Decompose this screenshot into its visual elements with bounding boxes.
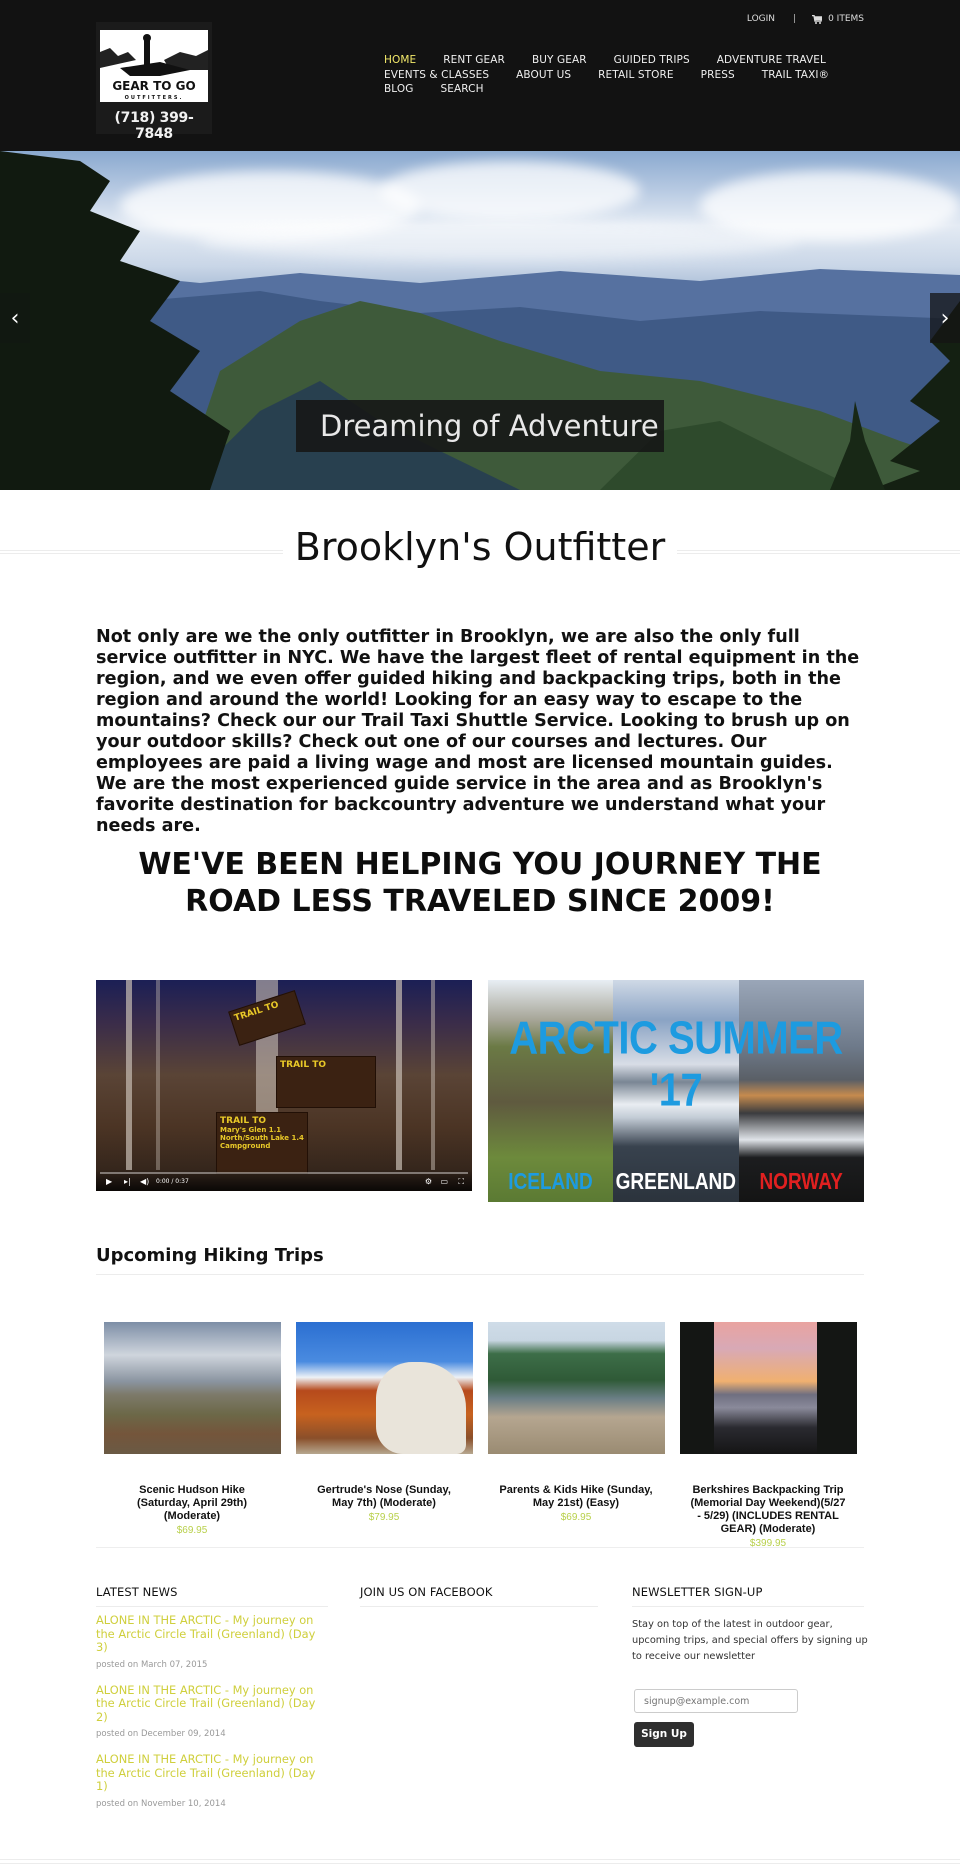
nav-retail-store[interactable]: RETAIL STORE <box>598 68 674 81</box>
sign-line: Mary's Glen 1.1 <box>220 1126 282 1134</box>
trip-card[interactable] <box>672 1322 864 1549</box>
trip-price: $79.95 <box>368 1512 400 1523</box>
news-heading: LATEST NEWS <box>96 1585 328 1607</box>
tree-silhouette <box>680 1322 714 1454</box>
trail-sign-mileage <box>216 1112 308 1174</box>
greenland-label: GREENLAND <box>615 1169 736 1195</box>
news-item <box>96 1684 328 1740</box>
iceland-label: ICELAND <box>508 1169 593 1195</box>
boulder-shape <box>376 1362 466 1454</box>
video-time: 0:00 / 0:37 <box>156 1178 189 1185</box>
trips-heading: Upcoming Hiking Trips <box>96 1245 324 1266</box>
nav-press[interactable]: PRESS <box>700 68 735 81</box>
video-controls <box>96 1169 472 1191</box>
news-date: posted on March 07, 2015 <box>96 1659 208 1670</box>
news-link[interactable]: ALONE IN THE ARCTIC - My journey on the Arctic Circle Trail (Greenland) (Day 3) <box>96 1613 316 1654</box>
volume-icon[interactable]: ◀) <box>140 1177 150 1186</box>
hero-slider <box>0 151 960 490</box>
trip-card[interactable] <box>288 1322 480 1549</box>
slider-prev-button[interactable] <box>0 293 30 343</box>
section-title <box>0 522 960 572</box>
facebook-heading: JOIN US ON FACEBOOK <box>360 1585 598 1607</box>
nav-rent-gear[interactable]: RENT GEAR <box>443 54 505 66</box>
nav-row-1 <box>384 53 884 68</box>
newsletter-email-input[interactable] <box>634 1689 798 1713</box>
topbar <box>747 14 864 24</box>
news-item <box>96 1753 328 1809</box>
settings-icon[interactable]: ⚙ <box>424 1177 432 1186</box>
tree-trunk <box>126 980 132 1170</box>
tree-trunk <box>156 980 160 1170</box>
signup-button[interactable]: Sign Up <box>634 1722 694 1747</box>
cart-link[interactable] <box>812 14 864 24</box>
page-title: Brooklyn's Outfitter <box>283 522 677 572</box>
trip-price: $399.95 <box>749 1538 787 1549</box>
nav-events-classes[interactable]: EVENTS & CLASSES <box>384 68 490 81</box>
nav-trail-taxi[interactable]: TRAIL TAXI® <box>761 68 830 81</box>
tree-trunk <box>396 980 402 1170</box>
trip-price: $69.95 <box>176 1525 208 1536</box>
slide-caption: Dreaming of Adventure <box>296 400 664 452</box>
trip-image[interactable] <box>488 1322 665 1454</box>
chevron-right-icon: › <box>940 305 950 331</box>
site-header <box>0 0 960 151</box>
video-player[interactable] <box>96 980 472 1191</box>
svg-text:OUTFITTERS.: OUTFITTERS. <box>124 95 184 101</box>
sign-line: Campground <box>220 1142 271 1150</box>
chevron-left-icon: ‹ <box>10 305 20 331</box>
cart-icon <box>812 15 822 24</box>
nav-home[interactable]: HOME <box>384 54 417 66</box>
trips-list <box>96 1322 864 1549</box>
trips-header <box>96 1245 864 1275</box>
page-bottom-divider <box>0 1859 960 1864</box>
arctic-summer-banner[interactable] <box>488 980 864 1202</box>
cloud-shape <box>380 161 640 221</box>
nav-about-us[interactable]: ABOUT US <box>516 68 572 81</box>
nav-blog[interactable]: BLOG <box>384 83 414 95</box>
newsletter-heading: NEWSLETTER SIGN-UP <box>632 1585 864 1607</box>
trip-image[interactable] <box>296 1322 473 1454</box>
login-link[interactable]: LOGIN <box>746 14 776 24</box>
tagline: WE'VE BEEN HELPING YOU JOURNEY THE ROAD LESS TRAVELED SINCE 2009! <box>138 847 822 919</box>
trip-name[interactable]: Scenic Hudson Hike (Saturday, April 29th) (Moderate) <box>136 1484 248 1522</box>
norway-label: NORWAY <box>759 1169 843 1195</box>
nav-row-3 <box>384 82 884 97</box>
news-list <box>96 1614 328 1823</box>
trip-name[interactable]: Berkshires Backpacking Trip (Memorial Day Weekend)(5/27 - 5/29) (INCLUDES RENTAL GEAR) (Moderate) <box>690 1484 846 1535</box>
news-link[interactable]: ALONE IN THE ARCTIC - My journey on the Arctic Circle Trail (Greenland) (Day 2) <box>96 1682 316 1724</box>
intro-paragraph: Not only are we the only outfitter in Brooklyn, we are also the only full service outfitter in NYC. We have the largest fleet of rental equipment in the region, and we even offer guided hiking and backpacking trips, both in the region and around the world! Looking for an easy way to escape to the mountains? Check our our Trail Taxi Shuttle Service. Looking to brush up on your outdoor skills? Check out one of our courses and lectures. Our employees are paid a living wage and most are licensed mountain guides. We are the most experienced guide service in the area and as Brooklyn's favorite destination for backcountry adventure we understand what your needs are. <box>96 627 860 836</box>
cart-count: 0 ITEMS <box>828 14 864 24</box>
newsletter-description: Stay on top of the latest in outdoor gear, upcoming trips, and special offers by signing up to receive our newsletter <box>632 1619 868 1662</box>
trail-sign: TRAIL TO <box>276 1056 376 1108</box>
nav-search[interactable]: SEARCH <box>440 83 484 95</box>
logo[interactable] <box>96 22 212 142</box>
trip-card[interactable] <box>480 1322 672 1549</box>
next-icon[interactable]: ▸| <box>124 1177 131 1186</box>
nav-guided-trips[interactable]: GUIDED TRIPS <box>613 54 690 66</box>
main-nav <box>384 53 884 97</box>
sign-line: North/South Lake 1.4 <box>220 1134 304 1142</box>
sign-title: TRAIL TO <box>220 1116 267 1126</box>
trip-image[interactable] <box>104 1322 281 1454</box>
arctic-headline: ARCTIC SUMMER '17 <box>509 1013 843 1116</box>
trail-sign: TRAIL TO <box>228 990 306 1046</box>
logo-image <box>100 30 208 102</box>
trips-divider <box>96 1547 864 1548</box>
slider-next-button[interactable] <box>930 293 960 343</box>
phone-number: (718) 399-7848 <box>114 110 194 142</box>
trip-card[interactable] <box>96 1322 288 1549</box>
nav-adventure-travel[interactable]: ADVENTURE TRAVEL <box>716 54 826 66</box>
trip-name[interactable]: Parents & Kids Hike (Sunday, May 21st) (Easy) <box>499 1484 653 1509</box>
svg-text:GEAR TO GO: GEAR TO GO <box>112 79 196 93</box>
video-progress-bar[interactable] <box>100 1172 468 1174</box>
trip-price: $69.95 <box>560 1512 592 1523</box>
trip-image[interactable] <box>680 1322 857 1454</box>
theater-mode-icon[interactable]: ▭ <box>440 1177 448 1186</box>
news-date: posted on December 09, 2014 <box>96 1729 226 1739</box>
nav-row-2 <box>384 68 884 83</box>
fullscreen-icon[interactable]: ⛶ <box>458 1177 464 1186</box>
nav-buy-gear[interactable]: BUY GEAR <box>531 54 587 66</box>
topbar-separator: | <box>793 14 797 24</box>
news-date: posted on November 10, 2014 <box>96 1798 226 1809</box>
news-link[interactable]: ALONE IN THE ARCTIC - My journey on the Arctic Circle Trail (Greenland) (Day 1) <box>96 1752 316 1793</box>
tree-silhouette-left <box>0 151 260 490</box>
play-icon[interactable]: ▶ <box>106 1177 113 1186</box>
cloud-shape <box>200 221 800 261</box>
tree-silhouette <box>817 1322 857 1454</box>
tree-trunk <box>431 980 435 1170</box>
trip-name[interactable]: Gertrude's Nose (Sunday, May 7th) (Moderate) <box>317 1484 451 1509</box>
news-item <box>96 1614 328 1670</box>
